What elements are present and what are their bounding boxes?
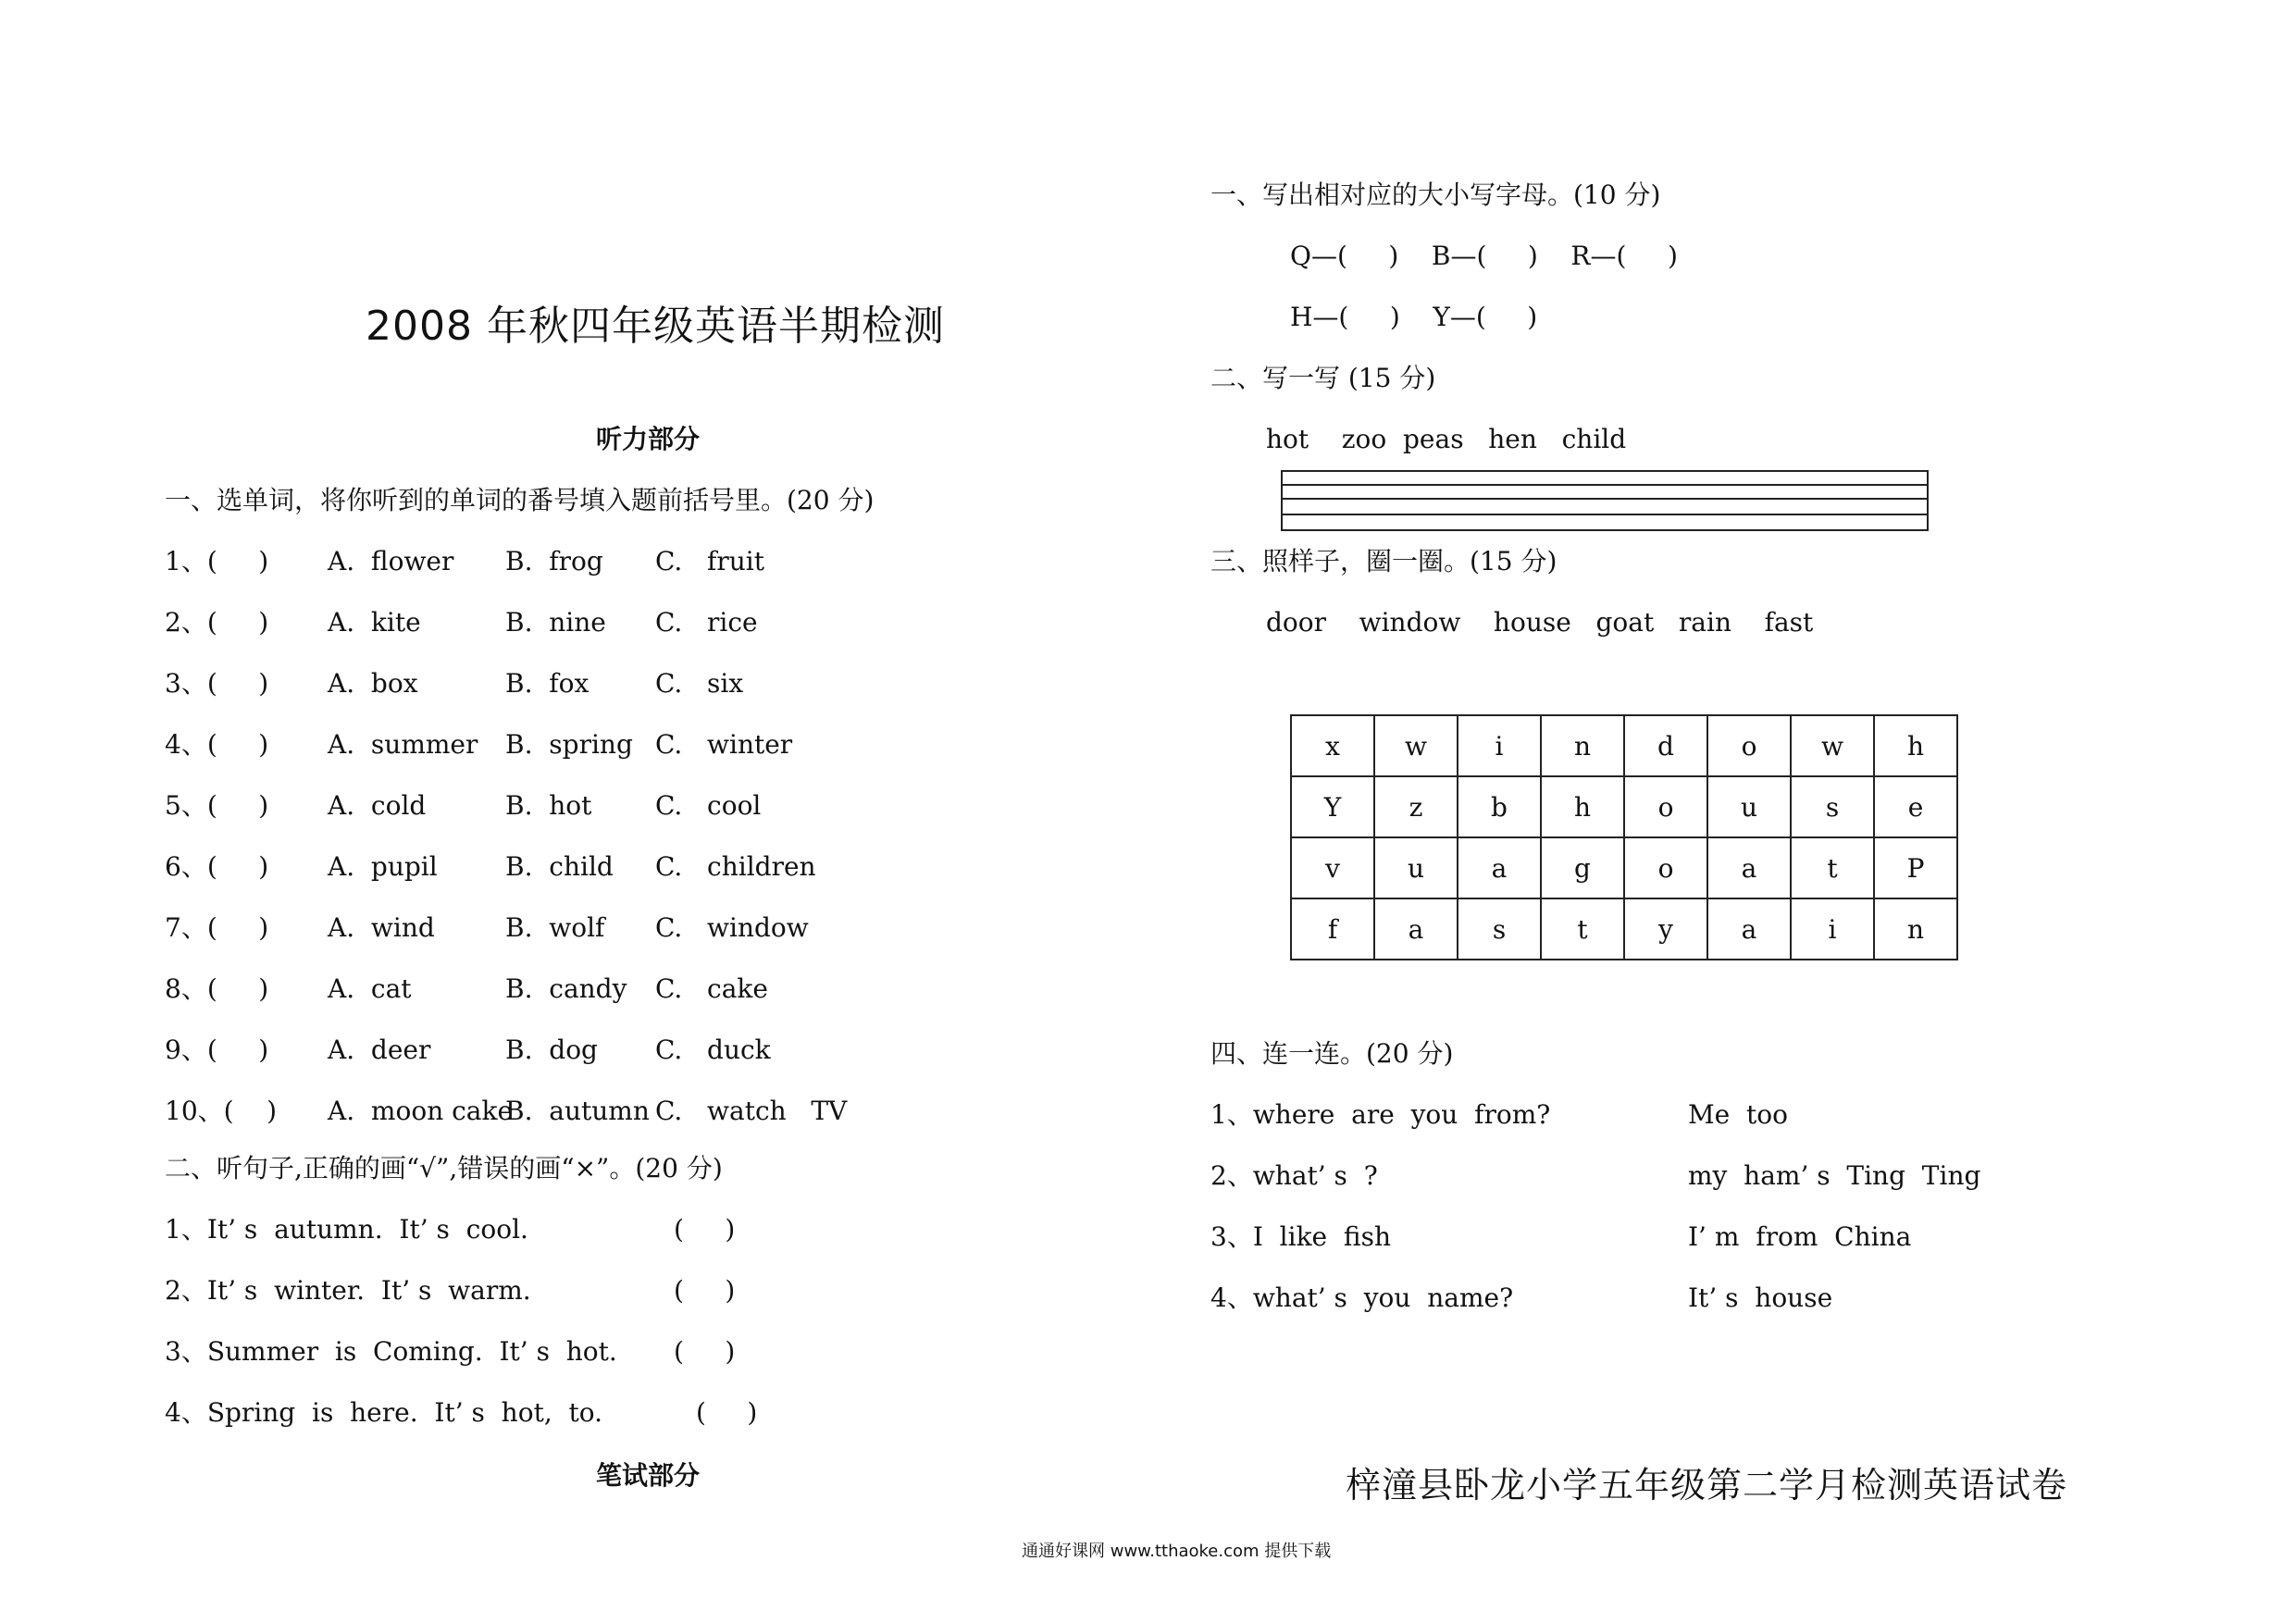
match-answer: Me too <box>1688 1099 1789 1130</box>
q1-option-a: A. moon cake <box>328 1096 514 1126</box>
r3-words: door window house goat rain fast <box>1266 607 1814 638</box>
grid-cell: h <box>1541 776 1624 837</box>
match-question: 4、what’ s you name? <box>1210 1282 1514 1313</box>
grid-row <box>1291 776 1957 837</box>
q1-number: 9、( ) <box>165 1035 269 1065</box>
grid-cell: a <box>1374 898 1458 960</box>
grid-cell: b <box>1458 776 1541 837</box>
q1-number: 3、( ) <box>165 668 269 699</box>
q1-option-b: B. wolf <box>505 912 605 943</box>
grid-cell: v <box>1291 837 1374 898</box>
q1-number: 5、( ) <box>165 790 269 821</box>
q1-number: 6、( ) <box>165 851 269 882</box>
r1-row2: H—( ) Y—( ) <box>1290 302 1538 332</box>
grid-cell: g <box>1541 837 1624 898</box>
q1-option-c: C. children <box>655 851 816 882</box>
r1-row1: Q—( ) B—( ) R—( ) <box>1290 241 1678 271</box>
listening-heading: 听力部分 <box>596 424 701 454</box>
q2-answer-blank: ( ) <box>674 1336 736 1367</box>
grid-row <box>1291 837 1957 898</box>
grid-cell: o <box>1707 715 1791 776</box>
match-answer: my ham’ s Ting Ting <box>1688 1160 1981 1191</box>
written-heading: 笔试部分 <box>596 1460 701 1491</box>
q2-sentence: 4、Spring is here. It’ s hot, to. <box>165 1397 603 1428</box>
q1-option-c: C. cool <box>655 790 762 821</box>
q1-option-a: A. summer <box>328 729 478 760</box>
r4-heading: 四、连一连。(20 分) <box>1210 1038 1454 1069</box>
match-question: 3、I like fish <box>1210 1221 1392 1252</box>
match-answer: I’ m from China <box>1688 1221 1912 1252</box>
grid-cell: f <box>1291 898 1374 960</box>
grid-row <box>1291 898 1957 960</box>
letter-grid <box>1290 714 1958 960</box>
q1-heading: 一、选单词，将你听到的单词的番号填入题前括号里。(20 分) <box>165 485 875 515</box>
q2-answer-blank: ( ) <box>696 1397 758 1428</box>
grid-cell: s <box>1791 776 1874 837</box>
q1-option-b: B. spring <box>505 729 633 760</box>
q1-number: 10、( ) <box>165 1096 278 1126</box>
grid-cell: P <box>1874 837 1957 898</box>
grid-cell: i <box>1791 898 1874 960</box>
grid-cell: x <box>1291 715 1374 776</box>
q1-option-c: C. cake <box>655 973 768 1004</box>
grid-cell: Y <box>1291 776 1374 837</box>
match-answer: It’ s house <box>1688 1282 1833 1313</box>
grid-cell: u <box>1707 776 1791 837</box>
grid-cell: a <box>1707 898 1791 960</box>
q1-option-b: B. autumn <box>505 1096 650 1126</box>
school-title: 梓潼县卧龙小学五年级第二学月检测英语试卷 <box>1346 1465 2068 1505</box>
grid-row <box>1291 715 1957 776</box>
q1-option-a: A. cat <box>328 973 412 1004</box>
r2-words: hot zoo peas hen child <box>1266 424 1627 454</box>
q2-answer-blank: ( ) <box>674 1214 736 1245</box>
q1-option-b: B. frog <box>505 546 603 576</box>
match-question: 2、what’ s ? <box>1210 1160 1378 1191</box>
grid-cell: z <box>1374 776 1458 837</box>
q1-number: 7、( ) <box>165 912 269 943</box>
q1-option-b: B. dog <box>505 1035 598 1065</box>
grid-cell: o <box>1624 776 1707 837</box>
grid-cell: h <box>1874 715 1957 776</box>
grid-cell: t <box>1541 898 1624 960</box>
r2-heading: 二、写一写 (15 分) <box>1210 363 1436 393</box>
q1-option-b: B. child <box>505 851 614 882</box>
q1-option-c: C. watch TV <box>655 1096 848 1126</box>
q1-number: 4、( ) <box>165 729 269 760</box>
grid-cell: i <box>1458 715 1541 776</box>
q1-option-a: A. wind <box>328 912 435 943</box>
q1-option-b: B. fox <box>505 668 590 699</box>
grid-cell: w <box>1791 715 1874 776</box>
q2-answer-blank: ( ) <box>674 1275 736 1306</box>
writing-lines <box>1281 470 1929 531</box>
q1-option-b: B. nine <box>505 607 606 638</box>
grid-cell: w <box>1374 715 1458 776</box>
q1-option-c: C. window <box>655 912 809 943</box>
q1-option-b: B. candy <box>505 973 627 1004</box>
q1-option-a: A. kite <box>328 607 421 638</box>
grid-cell: a <box>1707 837 1791 898</box>
q1-option-a: A. cold <box>328 790 427 821</box>
q1-option-c: C. rice <box>655 607 758 638</box>
q1-option-a: A. deer <box>328 1035 431 1065</box>
match-question: 1、where are you from? <box>1210 1099 1551 1130</box>
grid-cell: u <box>1374 837 1458 898</box>
grid-cell: d <box>1624 715 1707 776</box>
grid-cell: y <box>1624 898 1707 960</box>
q2-heading: 二、听句子,正确的画“√”,错误的画“×”。(20 分) <box>165 1153 723 1183</box>
grid-cell: o <box>1624 837 1707 898</box>
grid-cell: n <box>1874 898 1957 960</box>
q1-option-a: A. flower <box>328 546 454 576</box>
footer-note: 通通好课网 www.tthaoke.com 提供下载 <box>1022 1542 1332 1561</box>
grid-cell: e <box>1874 776 1957 837</box>
exam-title: 2008 年秋四年级英语半期检测 <box>366 303 945 350</box>
q2-sentence: 2、It’ s winter. It’ s warm. <box>165 1275 531 1306</box>
q1-option-c: C. duck <box>655 1035 771 1065</box>
q1-number: 2、( ) <box>165 607 269 638</box>
grid-cell: a <box>1458 837 1541 898</box>
q1-option-c: C. winter <box>655 729 793 760</box>
grid-cell: s <box>1458 898 1541 960</box>
q2-sentence: 3、Summer is Coming. It’ s hot. <box>165 1336 617 1367</box>
q1-option-c: C. six <box>655 668 744 699</box>
grid-cell: n <box>1541 715 1624 776</box>
q1-option-c: C. fruit <box>655 546 765 576</box>
q2-sentence: 1、It’ s autumn. It’ s cool. <box>165 1214 528 1245</box>
q1-option-a: A. pupil <box>328 851 438 882</box>
q1-number: 8、( ) <box>165 973 269 1004</box>
grid-cell: t <box>1791 837 1874 898</box>
r3-heading: 三、照样子，圈一圈。(15 分) <box>1210 546 1558 576</box>
r1-heading: 一、写出相对应的大小写字母。(10 分) <box>1210 180 1661 210</box>
q1-option-b: B. hot <box>505 790 592 821</box>
q1-option-a: A. box <box>328 668 418 699</box>
q1-number: 1、( ) <box>165 546 269 576</box>
